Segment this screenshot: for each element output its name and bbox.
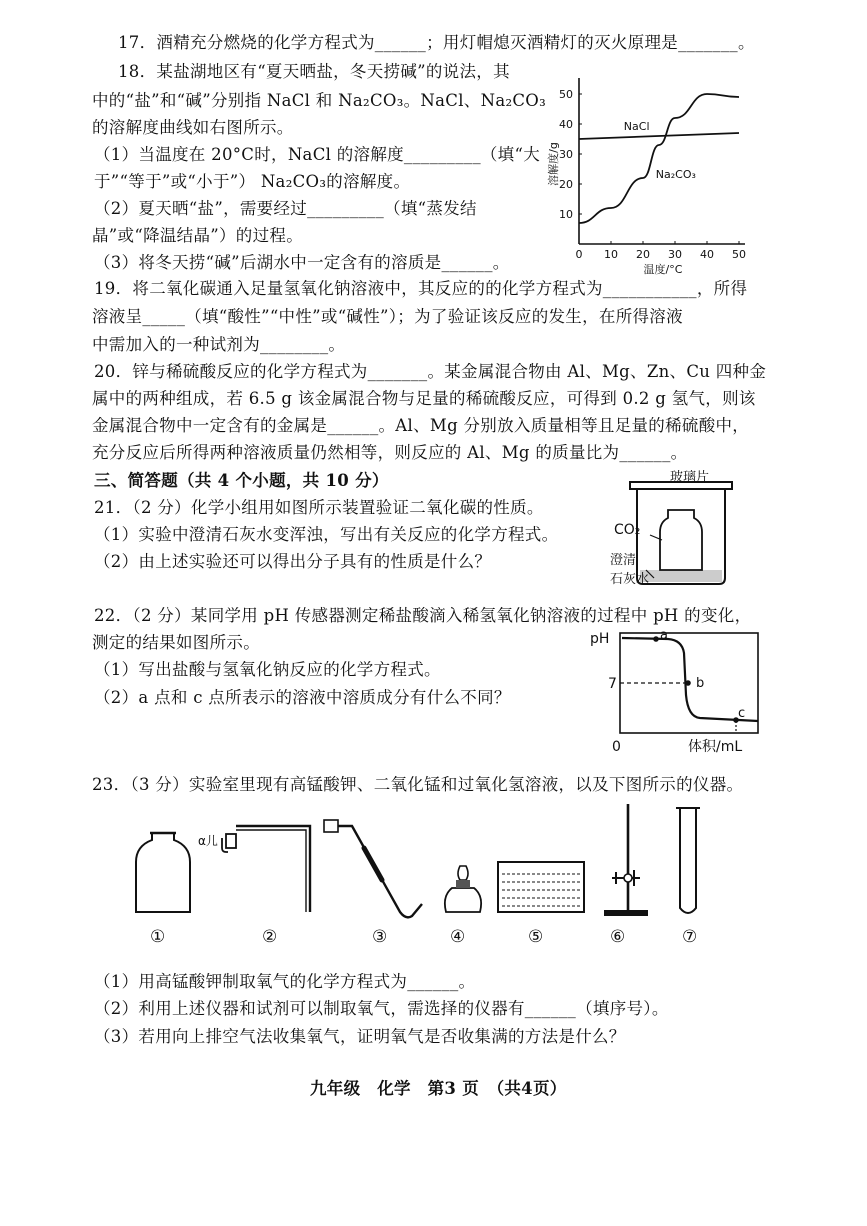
na2co3-label: Na₂CO₃ bbox=[655, 168, 696, 181]
co2-apparatus-figure bbox=[610, 470, 750, 590]
question-18-line-2: 中的“盐”和“碱”分别指 NaCl 和 Na₂CO₃。NaCl、Na₂CO₃ bbox=[92, 91, 547, 110]
ph-chart bbox=[588, 625, 766, 757]
x-tick-label: 50 bbox=[732, 248, 746, 261]
question-23-part-1: （1）用高锰酸钾制取氧气的化学方程式为______。 bbox=[94, 972, 476, 991]
nacl-label: NaCl bbox=[623, 120, 650, 133]
apparatus-label-7: ⑦ bbox=[682, 927, 698, 947]
nacl-curve bbox=[579, 133, 739, 139]
co2-label: CO₂ bbox=[614, 522, 641, 538]
question-19-line-2: 溶液呈_____（填“酸性”“中性”或“碱性”）；为了验证该反应的发生，在所得溶液 bbox=[92, 307, 683, 326]
point-b-label: b bbox=[696, 676, 705, 691]
x-tick-label: 0 bbox=[575, 248, 583, 261]
limewater-label-1: 澄清 bbox=[610, 553, 637, 568]
question-20-line-2: 属中的两种组成，若 6.5 g 该金属混合物与足量的稀硫酸反应，可得到 0.2 g 氢气，则该 bbox=[92, 389, 756, 408]
question-18-part-1: （1）当温度在 20°C时，NaCl 的溶解度_________（填“大 bbox=[94, 145, 541, 164]
question-23-line-1: 23．（3 分）实验室里现有高锰酸钾、二氧化锰和过氧化氢溶液，以及下图所示的仪器。 bbox=[92, 775, 744, 794]
y-axis-label: 溶解度/g bbox=[547, 142, 560, 186]
gas-collecting-bottle bbox=[136, 833, 190, 912]
question-18-part-1-cont: 于”“等于”或“小于”） Na₂CO₃的溶解度。 bbox=[94, 172, 411, 191]
ph-y-label: pH bbox=[590, 631, 610, 647]
question-18-part-2: （2）夏天晒“盐”，需要经过_________（填“蒸发结 bbox=[94, 199, 477, 218]
point-c-label: c bbox=[738, 706, 746, 721]
solubility-chart bbox=[545, 68, 755, 280]
apparatus-label-5: ⑤ bbox=[528, 927, 544, 947]
question-23-part-2: （2）利用上述仪器和试剂可以制取氧气，需选择的仪器有______（填序号）。 bbox=[94, 999, 669, 1018]
apparatus-label-4: ④ bbox=[450, 927, 466, 947]
x-tick-label: 40 bbox=[700, 248, 714, 261]
question-19-line-1: 19．将二氧化碳通入足量氢氧化钠溶液中，其反应的的化学方程式为___________，所得 bbox=[94, 279, 748, 298]
ph-origin: 0 bbox=[612, 739, 621, 755]
glass-plate-label: 玻璃片 bbox=[670, 470, 710, 485]
apparatus-label-2: ② bbox=[262, 927, 278, 947]
y-tick-label: 20 bbox=[559, 178, 573, 191]
question-18-part-3: （3）将冬天捞“碱”后湖水中一定含有的溶质是______。 bbox=[94, 253, 510, 272]
ph-tick-7: 7 bbox=[608, 676, 617, 692]
water-trough bbox=[498, 862, 584, 912]
y-tick-label: 30 bbox=[559, 148, 573, 161]
apparatus-label-3: ③ bbox=[372, 927, 388, 947]
question-22-part-2: （2）a 点和 c 点所表示的溶液中溶质成分有什么不同？ bbox=[94, 688, 511, 707]
small-bottle bbox=[660, 510, 702, 570]
x-tick-label: 10 bbox=[604, 248, 618, 261]
alcohol-lamp bbox=[445, 866, 481, 912]
x-tick-label: 30 bbox=[668, 248, 682, 261]
apparatus-label-6: ⑥ bbox=[610, 927, 626, 947]
question-20-line-4: 充分反应后所得两种溶液质量仍然相等，则反应的 Al、Mg 的质量比为______。 bbox=[92, 443, 688, 462]
y-tick-label: 10 bbox=[559, 208, 573, 221]
question-18-line-1: 18．某盐湖地区有“夏天晒盐，冬天捞碱”的说法，其 bbox=[118, 62, 510, 81]
page-footer: 九年级 化学 第3 页 （共4页） bbox=[310, 1079, 567, 1098]
point-a-label: a bbox=[660, 628, 668, 643]
bent-delivery-tube bbox=[324, 820, 422, 917]
question-20-line-3: 金属混合物中一定含有的金属是______。Al、Mg 分别放入质量相等且足量的稀硫酸中， bbox=[92, 416, 750, 435]
ph-x-label: 体积/mL bbox=[688, 739, 743, 755]
question-22-line-2: 测定的结果如图所示。 bbox=[92, 633, 260, 652]
y-tick-label: 40 bbox=[559, 118, 573, 131]
test-tube bbox=[676, 808, 700, 913]
point-b bbox=[685, 680, 691, 686]
question-20-line-1: 20．锌与稀硫酸反应的化学方程式为_______。某金属混合物由 Al、Mg、Zn、Cu 四种金 bbox=[94, 362, 767, 381]
y-tick-label: 50 bbox=[559, 88, 573, 101]
iron-stand bbox=[604, 804, 648, 916]
apparatus-figure bbox=[130, 800, 720, 950]
tube-label: α儿 bbox=[198, 834, 218, 848]
na2co3-curve bbox=[579, 94, 739, 223]
stopper-with-delivery-tube bbox=[198, 826, 310, 912]
question-21-part-1: （1）实验中澄清石灰水变浑浊，写出有关反应的化学方程式。 bbox=[94, 525, 559, 544]
question-19-line-3: 中需加入的一种试剂为________。 bbox=[92, 335, 346, 354]
x-tick-label: 20 bbox=[636, 248, 650, 261]
limewater-label-2: 石灰水 bbox=[610, 572, 650, 587]
section-3-heading: 三、简答题（共 4 个小题，共 10 分） bbox=[94, 471, 389, 490]
apparatus-label-1: ① bbox=[150, 927, 166, 947]
question-22-part-1: （1）写出盐酸与氢氧化钠反应的化学方程式。 bbox=[94, 660, 441, 679]
question-18-part-2-cont: 晶”或“降温结晶”）的过程。 bbox=[92, 226, 304, 245]
question-21-part-2: （2）由上述实验还可以得出分子具有的性质是什么？ bbox=[94, 552, 492, 571]
x-axis-label: 温度/°C bbox=[643, 263, 683, 276]
question-18-line-3: 的溶解度曲线如右图所示。 bbox=[92, 118, 294, 137]
question-23-part-3: （3）若用向上排空气法收集氧气，证明氧气是否收集满的方法是什么？ bbox=[94, 1027, 626, 1046]
question-21-line-1: 21．（2 分）化学小组用如图所示装置验证二氧化碳的性质。 bbox=[94, 498, 544, 517]
point-a bbox=[653, 636, 659, 642]
question-17: 17．酒精充分燃烧的化学方程式为______；用灯帽熄灭酒精灯的灭火原理是_______。 bbox=[118, 33, 755, 52]
question-22-line-1: 22．（2 分）某同学用 pH 传感器测定稀盐酸滴入稀氢氧化钠溶液的过程中 pH 的变化， bbox=[94, 606, 752, 625]
